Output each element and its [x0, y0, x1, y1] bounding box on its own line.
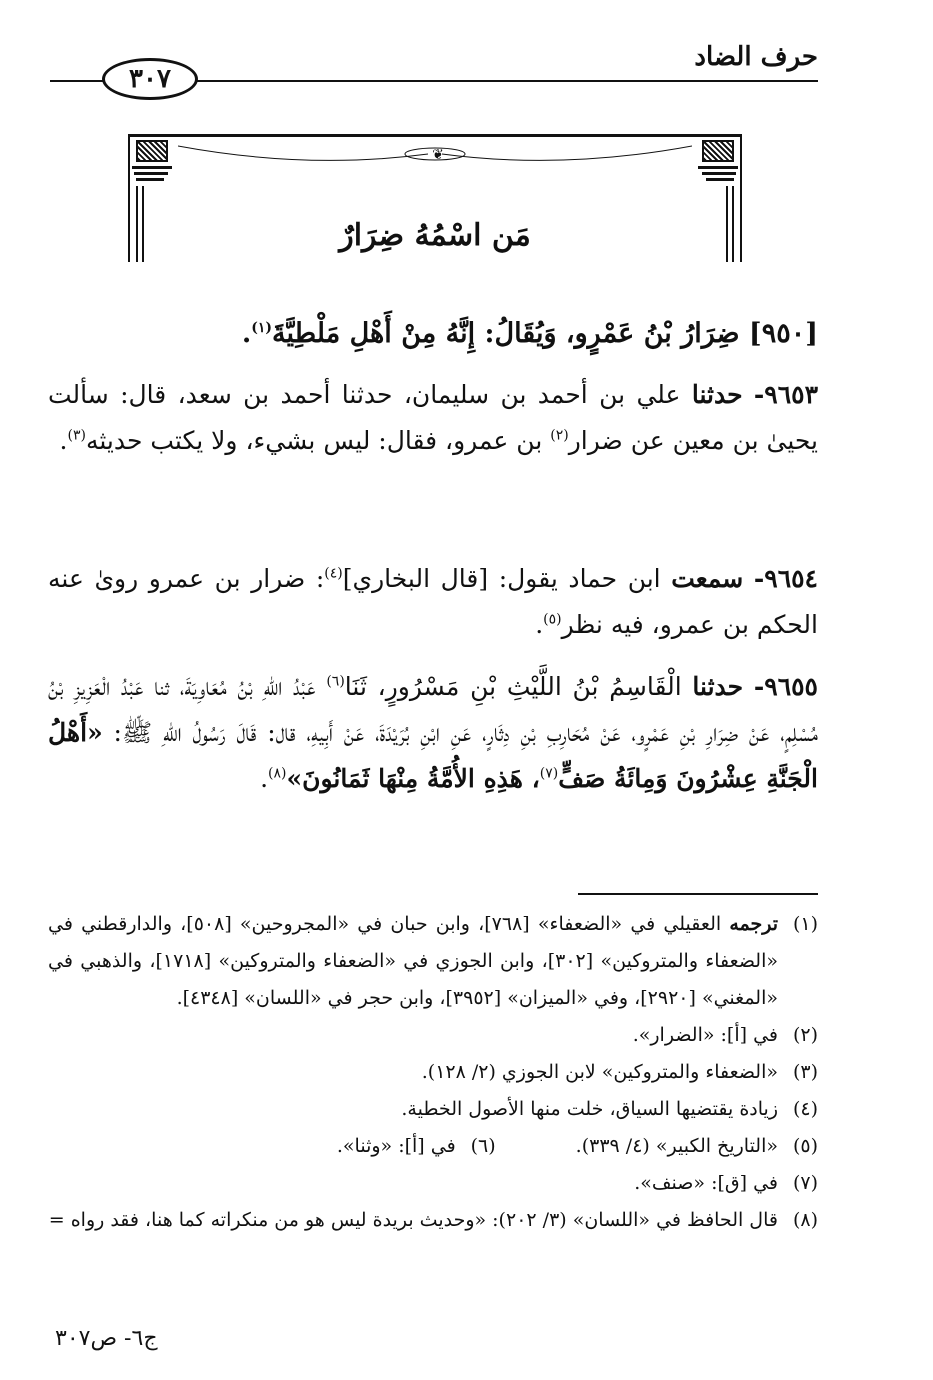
narration-text: عَبْدُ اللهِ بْنُ مُعَاوِيَةَ، ثنا عَبْدُ الْعَزِيزِ بْنُ مُسْلِمٍ، عَنْ ضِرَارِ بْنِ عَمْرٍو، عَنْ مُحَارِبِ بْنِ دِثَارٍ، عَنِ ابْنِ بُرَيْدَةَ، عَنْ أَبِيهِ، قال: قَالَ رَسُولُ اللهِ ﷺ:	[48, 672, 818, 747]
footnote-number: (٣)	[792, 1061, 818, 1083]
floral-ornament-icon: ❦	[432, 147, 444, 163]
narration-end: .	[59, 426, 68, 455]
footnote-ref: (٤)	[324, 565, 343, 582]
narration-text: : ضرار بن عمرو روىٰ عنه الحكم بن عمرو، فيه نظر	[48, 564, 818, 639]
footnote-text: «التاريخ الكبير» (٤/ ٣٣٩).	[575, 1135, 778, 1157]
footnote	[48, 906, 818, 1017]
footnote-text: في [ق]: «صنف».	[634, 1172, 778, 1194]
footnote-number: (٥)	[792, 1135, 818, 1157]
footnote-number: (٦)	[470, 1135, 496, 1157]
footnote-text: قال الحافظ في «اللسان» (٣/ ٢٠٢): «وحديث بريدة ليس هو من منكراته كما هنا، فقد رواه =	[48, 1209, 778, 1231]
running-title: حرف الضاد	[694, 42, 818, 72]
footnote	[48, 1017, 818, 1054]
footnote-number: (٤)	[792, 1098, 818, 1120]
hadith-number: ٩٦٥٤-	[753, 564, 818, 593]
footnote-ref: (١)	[251, 320, 273, 336]
hadith-number: ٩٦٥٣-	[753, 380, 819, 409]
footnote	[48, 1165, 818, 1202]
hadith-paragraph	[48, 556, 818, 648]
frame-top-rule	[128, 134, 742, 137]
hadith-paragraph	[48, 372, 818, 464]
section-title: مَن اسْمُهُ ضِرَارٌ	[339, 218, 531, 253]
footnote-ref: (٥)	[543, 611, 562, 628]
footnote	[337, 1128, 496, 1165]
page-number: ٣٠٧	[102, 58, 198, 100]
footnote-row	[48, 1128, 818, 1165]
narration-lead: حدثنا	[691, 380, 743, 409]
footnote-ref: (٨)	[268, 765, 287, 782]
narration-end: .	[535, 610, 544, 639]
footnote-separator	[578, 893, 818, 895]
footnote-text: في [أ]: «الضرار».	[632, 1024, 778, 1046]
narration-lead: سمعت	[671, 564, 744, 593]
hadith-number: ٩٦٥٥-	[753, 672, 818, 701]
footnote-text: في [أ]: «وثنا».	[336, 1135, 456, 1157]
footnote-number: (٢)	[792, 1024, 818, 1046]
narration-text: ابن حماد يقول: [قال البخاري]	[342, 564, 661, 593]
footnote-number: (١)	[792, 913, 818, 935]
footnote	[48, 1091, 818, 1128]
narration-end: .	[260, 764, 269, 793]
narration-lead: حدثنا	[692, 672, 744, 701]
hadith-quote: ، هَذِهِ الأُمَّةُ مِنْهَا ثَمَانُونَ»	[286, 764, 540, 793]
section-header-frame	[128, 134, 742, 262]
entry-heading-text: [٩٥٠] ضِرَارُ بْنُ عَمْرٍو، وَيُقَالُ: إِنَّهُ مِنْ أَهْلِ مَلْطِيَّةَ	[272, 318, 818, 349]
footnote	[48, 1054, 818, 1091]
footnote	[48, 1202, 818, 1239]
footnote-text: زيادة يقتضيها السياق، خلت منها الأصول الخطية.	[401, 1098, 778, 1120]
volume-page-reference: ج٦- ص٣٠٧	[55, 1326, 158, 1351]
footnote-label: ترجمه	[729, 913, 778, 935]
footnote-number: (٨)	[792, 1209, 818, 1231]
footnotes	[48, 906, 818, 1239]
footnote-number: (٧)	[792, 1172, 818, 1194]
hadith-quote: «أَهْلُ الْجَنَّةِ عِشْرُونَ وَمِائَةُ صَفٍّ	[48, 718, 818, 793]
footnote-ref: (٦)	[326, 673, 345, 690]
hadith-paragraph	[48, 664, 818, 802]
footnote-text: العقيلي في «الضعفاء» [٧٦٨]، وابن حبان في «المجروحين» [٥٠٨]، والدارقطني في «الضعفاء والمتروكين» [٣٠٢]، وابن الجوزي في «الضعفاء والمتروكين» [١٧١٨]، والذهبي في «المغني» [٢٩٢٠]، وفي «الميزان» [٣٩٥٢]، وابن حجر في «اللسان» [٤٣٤٨].	[48, 913, 778, 1009]
narration-text: علي بن أحمد بن سليمان، حدثنا أحمد بن سعد، قال: سألت يحيىٰ بن معين عن ضرار	[48, 380, 818, 455]
footnote-ref: (٣)	[67, 427, 86, 444]
footnote	[576, 1128, 818, 1165]
footnote-ref: (٢)	[550, 427, 569, 444]
footnote-ref: (٧)	[539, 765, 559, 782]
footnote-text: «الضعفاء والمتروكين» لابن الجوزي (٢/ ١٢٨).	[421, 1061, 778, 1083]
entry-heading	[48, 318, 818, 349]
entry-heading-end: .	[241, 318, 252, 349]
narration-text: الْقَاسِمُ بْنُ اللَّيْثِ بْنِ مَسْرُورٍ، ثَنَا	[344, 672, 682, 701]
narration-text: بن عمرو، فقال: ليس بشيء، ولا يكتب حديثه	[85, 426, 543, 455]
